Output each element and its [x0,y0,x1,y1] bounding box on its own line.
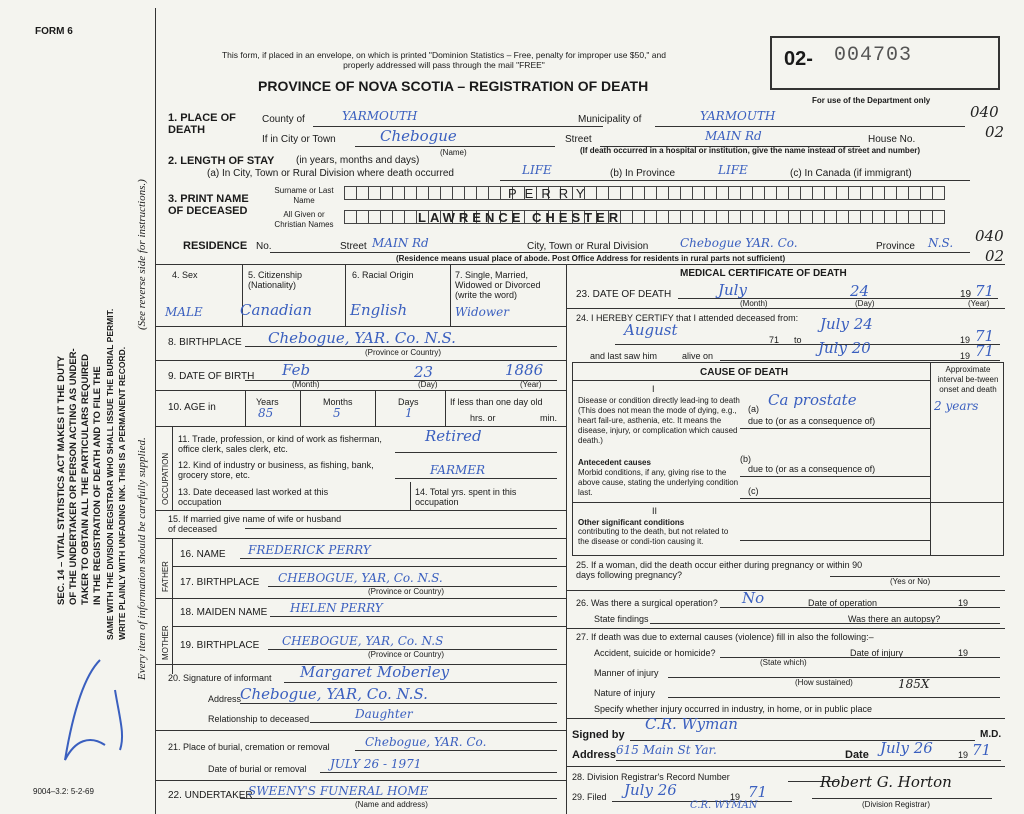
nature-label: Nature of injury [594,688,656,698]
hrs-label: hrs. or [470,413,496,423]
r23-bottom [566,308,1005,309]
residence-label: RESIDENCE [183,240,248,252]
sidebar-line-8: Every item of information should be carefully supplied. [136,437,148,680]
attend-to-year: 71 [975,327,995,345]
place-of-death-label: 1. PLACE OF DEATH [168,112,236,136]
father-label: FATHER [161,561,170,592]
registrar-line [812,798,992,799]
relationship-value: Daughter [355,707,413,721]
sidebar-line-5: SAME WITH THE DIVISION REGISTRAR WHO SHALL ISSUE THE BURIAL PERMIT. [105,308,115,640]
filed-note-value: C.R. WYMAN [690,800,758,811]
main-left-border [155,8,156,814]
form-title: PROVINCE OF NOVA SCOTIA – REGISTRATION OF DEATH [258,78,649,94]
attend-from-value: August [624,321,678,339]
signed-by-label: Signed by [572,729,625,741]
dept-code-4: 02 [985,247,1005,265]
undertaker-value: SWEENY'S FUNERAL HOME [248,784,429,798]
stay-city-value: LIFE [522,163,552,177]
autopsy-label: Was there an autopsy? [848,614,941,624]
row10-bottom [155,426,566,427]
registration-number-box [770,36,1000,90]
mother-birthplace-value: CHEBOGUE, YAR, Co. N.S [282,634,444,648]
dept-code-3: 040 [975,227,1004,245]
sig-bottom [566,766,1005,767]
cause-interval-divider [930,362,931,556]
q29-label: 29. Filed [572,792,607,802]
cause-b-line [740,476,930,477]
last-saw-year: 71 [975,342,995,360]
informant-addr-line [240,703,557,704]
relationship-label: Relationship to deceased [208,714,310,724]
antecedent-label: Antecedent causes [578,458,651,467]
undertaker-caption: (Name and address) [355,800,428,809]
r25-bottom [566,590,1005,591]
father-bp-caption: (Province or Country) [368,587,445,596]
mother-row1 [172,626,566,627]
dept-code-2: 02 [985,123,1005,141]
r26-bottom [566,628,1005,629]
informant-address-label: Address [208,694,242,704]
doctor-address-value: 615 Main St Yar. [616,743,717,757]
date-of-death-label: 23. DATE OF DEATH [576,289,672,300]
occ-mid [410,482,411,510]
filed-value: July 26 [624,781,677,799]
sidebar-line-7: (See reverse side for instructions.) [136,179,148,330]
footer-code: 9004–3.2: 5-2-69 [33,787,94,796]
age-label: 10. AGE in [168,402,216,413]
age-d3 [375,390,376,426]
mailing-notice: This form, if placed in an envelope, on which is printed "Dominion Statistics – Free, penalty for improper use $50," and properly addressed will pass through the mail "FREE" [221,50,666,70]
trade-value: Retired [425,427,482,445]
trade-line [395,452,557,453]
age-years-value: 85 [258,406,274,420]
due-to-2: due to (or as a consequence of) [748,464,876,474]
approx-interval-label: Approximate interval be-tween onset and death [937,365,999,394]
findings-line [650,623,1000,624]
due-to-1: due to (or as a consequence of) [748,416,876,426]
dob-day-value: 23 [414,363,434,381]
county-label: County of [262,114,305,125]
surname-cells [344,186,944,200]
burial-date-value: JULY 26 - 1971 [330,757,422,771]
stay-line [500,180,970,181]
date-of-operation-label: Date of operation [808,598,878,608]
cit-divider [345,264,346,326]
age-months-value: 5 [333,406,341,420]
father-bottom [155,598,566,599]
mother-birthplace-label: 19. BIRTHPLACE [180,640,260,651]
registration-prefix: 02- [784,48,813,70]
death-day-value: 24 [850,282,870,300]
father-birthplace-value: CHEBOGUE, YAR, Co. N.S. [278,571,443,585]
medical-cert-title: MEDICAL CERTIFICATE OF DEATH [680,268,847,279]
surgical-value: No [742,589,765,607]
roman-one: I [652,384,655,394]
race-divider [450,264,451,326]
disease-label: Disease or condition directly lead-ing to death (This does not mean the mode of dying, e.g., heart fail-ure, asthenia, etc. It means the disease, injury, or complication which caused death.) [578,396,740,445]
cause-title: CAUSE OF DEATH [700,367,789,378]
row20-bottom [155,730,566,731]
address2-label: Address [572,749,617,761]
last-saw-line [720,360,1000,361]
stay-c-label: (c) In Canada (if immigrant) [790,168,912,179]
min-label: min. [540,413,558,423]
nature-code-value: 185X [898,677,930,691]
age-years-label: Years [256,397,279,407]
relationship-line [310,722,557,723]
age-days-label: Days [398,397,419,407]
stay-note: (in years, months and days) [296,155,420,166]
informant-address-value: Chebogue, YAR, Co. N.S. [240,685,428,703]
father-name-line [240,558,557,559]
residence-city-value: Chebogue YAR. Co. [680,236,798,250]
sidebar-line-4: IN THE REGISTRATION OF DEATH AND TO FILE THE [92,366,103,605]
marital-label: 7. Single, Married, Widowed or Divorced (write the word) [455,270,541,300]
last-saw-prefix: 19 [960,351,971,361]
attend-to-prefix: 19 [960,335,971,345]
residence-province-label: Province [876,241,915,252]
registration-number: 004703 [834,44,913,67]
residence-no-label: No. [256,241,272,252]
sidebar-line-1: SEC. 14 – VITAL STATISTICS ACT MAKES IT THE DUTY [56,355,67,605]
parent-divider [172,538,173,674]
q27-label: 27. If death was due to external causes (violence) fill in also the following:– [576,632,874,642]
mother-bp-caption: (Province or Country) [368,650,445,659]
occ-divider [172,426,173,510]
yes-no-caption: (Yes or No) [890,577,931,586]
informant-line [284,682,557,683]
burial-date-label: Date of burial or removal [208,764,307,774]
cause-a-marker: (a) [748,404,759,414]
state-findings-label: State findings [594,614,649,624]
dob-day-caption: (Day) [418,380,438,389]
mother-label: MOTHER [161,625,170,660]
city-label: If in City or Town [262,134,336,145]
street-label: Street [565,134,592,145]
wife-label: 15. If married give name of wife or husband of deceased [168,514,342,534]
q25-label: 25. If a woman, did the death occur either during pregnancy or within 90 days following pregnancy? [576,560,863,580]
certify-label: 24. I HEREBY CERTIFY that I attended deceased from: [576,313,799,323]
date-label: Date [845,749,869,761]
given-names-value: LAWRENCE CHESTER [418,210,623,225]
residence-note: (Residence means usual place of abode. Post Office Address for residents in rural parts not sufficient) [396,254,786,263]
house-no-label: House No. [868,134,916,145]
specify-label: Specify whether injury occurred in industry, in home, or in public place [594,704,872,714]
wife-line [245,528,557,529]
death-date-line [678,298,998,299]
row9-bottom [155,390,566,391]
age-d1 [245,390,246,426]
sex-value: MALE [165,305,203,319]
dob-label: 9. DATE OF BIRTH [168,371,255,382]
birthplace-label: 8. BIRTHPLACE [168,337,242,348]
trade-label: 11. Trade, profession, or kind of work as fisherman, office clerk, sales clerk, etc. [178,434,382,454]
date-of-injury-label: Date of injury [850,648,904,658]
occ-bottom [155,510,566,511]
age-d4 [445,390,446,426]
attend-line [615,344,1000,345]
less-than-day-label: If less than one day old [450,397,543,407]
citizenship-label: 5. Citizenship (Nationality) [248,270,303,290]
street-value: MAIN Rd [705,129,762,143]
birthplace-line [245,346,557,347]
signed-by-value: C.R. Wyman [645,715,738,733]
antecedent-note: Morbid conditions, if any, giving rise to the above cause, stating the underlying condition last. [578,468,739,497]
other-line [740,540,930,541]
undertaker-line [240,798,557,799]
address2-line [616,760,1001,761]
sidebar-line-2: OF THE UNDERTAKER OR PERSON ACTING AS UNDER- [68,348,79,605]
informant-label: 20. Signature of informant [168,673,272,683]
row4-bottom [155,326,566,327]
stay-province-value: LIFE [718,163,748,177]
cause-b-marker: (b) [740,454,751,464]
industry-label: 12. Kind of industry or business, as fishing, bank, grocery store, etc. [178,460,374,480]
dob-month-value: Feb [282,361,311,379]
last-saw-value: July 20 [818,339,871,357]
other-conditions-label: Other significant conditions [578,518,685,527]
industry-value: FARMER [430,463,486,477]
given-label: All Given or Christian Names [274,210,334,229]
father-name-value: FREDERICK PERRY [248,543,371,557]
death-year-caption: (Year) [968,299,990,308]
last-saw-label: and last saw him [590,351,658,361]
row15-bottom [155,538,566,539]
stay-b-label: (b) In Province [610,168,676,179]
burial-place-value: Chebogue, YAR. Co. [365,735,487,749]
hospital-note: (If death occurred in a hospital or institution, give the name instead of street and number) [580,146,921,155]
age-days-value: 1 [405,406,413,420]
state-which-caption: (State which) [760,658,807,667]
stay-a-label: (a) In City, Town or Rural Division where death occurred [207,168,454,179]
how-sustained-caption: (How sustained) [795,678,853,687]
to-label: to [794,335,802,345]
date-signed-value: July 26 [880,739,933,757]
cause-a-line [740,428,930,429]
sidebar-line-3: TAKER TO OBTAIN ALL THE PARTICULARS REQUIRED [80,353,91,605]
manner-label: Manner of injury [594,668,659,678]
residence-city-label: City, Town or Rural Division [527,241,649,252]
birthplace-caption: (Province or Country) [365,348,442,357]
residence-street-value: MAIN Rd [372,236,429,250]
county-line [313,126,603,127]
dept-use-label: For use of the Department only [812,96,931,105]
death-month-value: July [718,281,747,299]
md-label: M.D. [980,729,1002,740]
dept-code-1: 040 [970,103,999,121]
residence-line [270,252,970,253]
industry-line [395,478,557,479]
age-d2 [300,390,301,426]
interval-a-value: 2 years [934,399,979,413]
residence-street-label: Street [340,241,367,252]
father-birthplace-label: 17. BIRTHPLACE [180,577,260,588]
operation-year-prefix: 19 [958,598,969,608]
attend-to-value: July 24 [820,315,873,333]
total-years-label: 14. Total yrs. spent in this occupation [415,487,517,507]
cause-c-marker: (c) [748,486,759,496]
death-month-caption: (Month) [740,299,768,308]
length-of-stay-label: 2. LENGTH OF STAY [168,155,275,167]
father-row1 [172,566,566,567]
father-name-label: 16. NAME [180,549,226,560]
burial-date-line [320,772,557,773]
accident-label: Accident, suicide or homicide? [594,648,716,658]
citizenship-value: Canadian [240,301,313,319]
cause-a-value: Ca prostate [768,391,857,409]
q26-label: 26. Was there a surgical operation? [576,598,718,608]
nature-line [668,697,1000,698]
birthplace-value: Chebogue, YAR. Co. N.S. [268,329,456,347]
municipality-value: YARMOUTH [700,109,776,123]
sidebar-signature [20,650,140,770]
municipality-label: Municipality of [578,114,642,125]
age-months-label: Months [323,397,353,407]
injury-year-prefix: 19 [958,648,969,658]
dob-year-caption: (Year) [520,380,542,389]
grid-top [155,264,1005,265]
last-worked-label: 13. Date deceased last worked at this occupation [178,487,329,507]
city-line [355,146,555,147]
other-note: contributing to the death, but not related to the disease or condi-tion causing it. [578,527,729,546]
burial-place-line [355,750,557,751]
residence-province-value: N.S. [928,236,954,250]
maiden-name-label: 18. MAIDEN NAME [180,607,268,618]
cause-mid-line [572,502,1004,503]
attend-from-year: 71 [769,335,780,345]
municipality-line [655,126,965,127]
mother-maiden-value: HELEN PERRY [290,601,383,615]
county-value: YARMOUTH [342,109,418,123]
surname-label: Surname or Last Name [274,186,334,205]
death-year-prefix: 19 [960,289,972,300]
q28-label: 28. Division Registrar's Record Number [572,772,730,782]
marital-value: Widower [455,305,509,319]
sidebar-line-6: WRITE PLAINLY WITH UNFADING INK. THIS IS A PERMANENT RECORD. [117,346,127,640]
city-name-caption: (Name) [440,148,467,157]
q26-line [720,607,1000,608]
racial-value: English [350,301,408,319]
cause-c-line [740,498,930,499]
form-number: FORM 6 [35,26,73,37]
dob-year-value: 1886 [505,361,544,379]
cause-header-line [572,380,930,381]
filed-year-prefix: 19 [730,792,741,802]
burial-place-label: 21. Place of burial, cremation or removal [168,742,330,752]
registrar-signature: Robert G. Horton [820,773,952,791]
registrar-caption: (Division Registrar) [862,800,931,809]
date-signed-prefix: 19 [958,750,969,760]
maiden-line [270,616,557,617]
print-name-label: 3. PRINT NAME OF DECEASED [168,193,249,217]
death-year-value: 71 [975,282,995,300]
informant-value: Margaret Moberley [300,663,450,681]
dob-month-caption: (Month) [292,380,320,389]
undertaker-label: 22. UNDERTAKER [168,790,253,801]
death-day-caption: (Day) [855,299,875,308]
date-signed-year: 71 [972,741,992,759]
occupation-label: OCCUPATION [161,452,170,505]
filed-year-value: 71 [748,783,768,801]
alive-on-label: alive on [682,351,714,361]
city-value: Chebogue [380,127,457,145]
grid-mid [566,264,567,814]
racial-label: 6. Racial Origin [352,270,414,280]
row21-bottom [155,780,566,781]
surname-value: PERRY [508,186,593,201]
sex-label: 4. Sex [172,270,198,280]
r27-bottom [566,718,1005,719]
roman-two: II [652,506,658,516]
